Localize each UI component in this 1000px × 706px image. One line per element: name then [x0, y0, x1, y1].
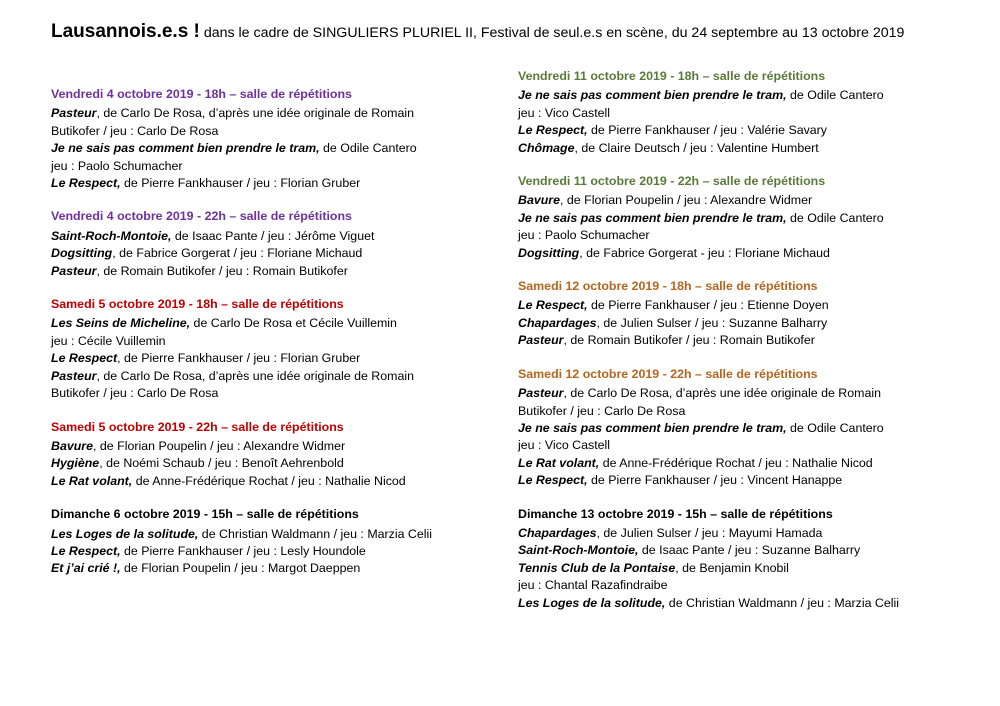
work-title: Et j’ai crié !, — [51, 561, 121, 576]
entry-credits: de Carlo De Rosa et Cécile Vuillemin — [190, 316, 397, 331]
session-heading: Samedi 12 octobre 2019 - 22h – salle de répétitions — [518, 366, 818, 381]
entry-credits: , de Carlo De Rosa, d’après une idée originale de Romain — [563, 386, 881, 401]
entry-credits-continued: Butikofer / jeu : Carlo De Rosa — [518, 403, 686, 418]
session-heading: Vendredi 4 octobre 2019 - 22h – salle de répétitions — [51, 209, 352, 224]
work-title: Dogsitting — [518, 245, 580, 260]
work-title: Je ne sais pas comment bien prendre le tram, — [518, 210, 787, 225]
entry-credits-continued: jeu : Paolo Schumacher — [518, 228, 650, 243]
session-block — [51, 296, 491, 402]
performance-entry — [51, 245, 491, 262]
entry-line — [51, 368, 491, 385]
work-title: Le Respect — [51, 351, 118, 366]
page-subtitle: dans le cadre de SINGULIERS PLURIEL II, Festival de seul.e.s en scène, du 24 septembre au 13 octobre 2019 — [199, 25, 905, 41]
performance-entry — [51, 526, 491, 543]
entry-line — [518, 332, 958, 349]
entry-line — [518, 297, 958, 314]
entry-line — [518, 315, 958, 332]
session-heading: Dimanche 6 octobre 2019 - 15h – salle de répétitions — [51, 507, 359, 522]
performance-entry — [51, 140, 491, 175]
entry-line — [51, 473, 491, 490]
performance-entry — [51, 315, 491, 350]
work-title: Le Rat volant, — [51, 473, 133, 488]
entry-line — [518, 192, 958, 209]
entry-credits: de Isaac Pante / jeu : Jérôme Viguet — [171, 228, 375, 243]
entry-line — [51, 333, 491, 350]
entry-line — [51, 175, 491, 192]
entry-credits-continued: jeu : Cécile Vuillemin — [51, 333, 166, 348]
entry-line — [518, 385, 958, 402]
entry-line — [51, 245, 491, 262]
entry-line — [518, 403, 958, 420]
performance-entry — [518, 140, 958, 157]
work-title: Le Respect, — [51, 176, 121, 191]
entry-line — [518, 210, 958, 227]
performance-entry — [51, 368, 491, 403]
session-block — [518, 366, 958, 490]
performance-entry — [518, 297, 958, 314]
entry-credits: , de Florian Poupelin / jeu : Alexandre Widmer — [93, 438, 346, 453]
work-title: Je ne sais pas comment bien prendre le tram, — [51, 141, 320, 156]
work-title: Bavure — [51, 438, 94, 453]
work-title: Pasteur — [51, 368, 97, 383]
entry-credits: de Christian Waldmann / jeu : Marzia Celii — [665, 595, 900, 610]
entry-line — [51, 158, 491, 175]
session-heading: Samedi 12 octobre 2019 - 18h – salle de répétitions — [518, 279, 818, 294]
performance-entry — [51, 350, 491, 367]
session-block — [518, 278, 958, 350]
entry-line — [51, 315, 491, 332]
work-title: Le Respect, — [51, 543, 121, 558]
performance-entry — [51, 228, 491, 245]
entry-credits: , de Julien Sulser / jeu : Suzanne Balharry — [596, 315, 828, 330]
performance-entry — [51, 263, 491, 280]
session-heading: Samedi 5 octobre 2019 - 18h – salle de répétitions — [51, 297, 344, 312]
entry-credits: de Christian Waldmann / jeu : Marzia Celii — [198, 526, 433, 541]
entry-credits: , de Noémi Schaub / jeu : Benoît Aehrenbold — [99, 456, 344, 471]
session-block — [51, 208, 491, 280]
entry-line — [518, 105, 958, 122]
performance-entry — [518, 542, 958, 559]
entry-credits-continued: jeu : Chantal Razafindraibe — [518, 578, 668, 593]
performance-entry — [51, 455, 491, 472]
performance-entry — [51, 543, 491, 560]
entry-credits: , de Florian Poupelin / jeu : Alexandre Widmer — [560, 193, 813, 208]
entry-credits: de Pierre Fankhauser / jeu : Vincent Hanappe — [587, 473, 843, 488]
entry-line — [51, 385, 491, 402]
work-title: Saint-Roch-Montoie, — [518, 543, 639, 558]
work-title: Les Seins de Micheline, — [51, 316, 191, 331]
work-title: Les Loges de la solitude, — [51, 526, 199, 541]
work-title: Je ne sais pas comment bien prendre le tram, — [518, 420, 787, 435]
entry-line — [518, 122, 958, 139]
session-block — [518, 68, 958, 157]
entry-credits: , de Romain Butikofer / jeu : Romain Butikofer — [563, 333, 815, 348]
entry-credits: de Odile Cantero — [786, 210, 884, 225]
performance-entry — [518, 210, 958, 245]
performance-entry — [518, 245, 958, 262]
work-title: Le Respect, — [518, 123, 588, 138]
entry-line — [518, 245, 958, 262]
work-title: Hygiène — [51, 456, 100, 471]
work-title: Le Rat volant, — [518, 455, 600, 470]
entry-credits: , de Claire Deutsch / jeu : Valentine Humbert — [574, 140, 819, 155]
entry-line — [51, 438, 491, 455]
work-title: Tennis Club de la Pontaise — [518, 560, 676, 575]
work-title: Pasteur — [518, 386, 564, 401]
entry-credits: de Pierre Fankhauser / jeu : Florian Gruber — [120, 176, 361, 191]
work-title: Chapardages — [518, 525, 597, 540]
entry-line — [518, 87, 958, 104]
entry-line — [51, 228, 491, 245]
session-block — [51, 419, 491, 491]
performance-entry — [518, 595, 958, 612]
entry-credits: , de Carlo De Rosa, d’après une idée originale de Romain — [96, 106, 414, 121]
session-heading: Vendredi 4 octobre 2019 - 18h – salle de répétitions — [51, 87, 352, 101]
work-title: Pasteur — [51, 106, 97, 121]
performance-entry — [518, 192, 958, 209]
schedule-column-left — [51, 86, 491, 594]
performance-entry — [518, 87, 958, 122]
schedule-column-right — [518, 68, 958, 628]
session-heading: Samedi 5 octobre 2019 - 22h – salle de répétitions — [51, 419, 344, 434]
page-title: Lausannois.e.s ! — [51, 21, 200, 42]
entry-credits: , de Pierre Fankhauser / jeu : Florian Gruber — [117, 351, 361, 366]
work-title: Bavure — [518, 193, 561, 208]
entry-line — [51, 350, 491, 367]
page-header — [51, 20, 981, 45]
entry-credits: de Odile Cantero — [786, 88, 884, 103]
entry-credits: de Odile Cantero — [319, 141, 417, 156]
session-block — [51, 86, 491, 192]
entry-credits: , de Fabrice Gorgerat - jeu : Floriane Michaud — [579, 245, 830, 260]
entry-line — [51, 455, 491, 472]
work-title: Le Respect, — [518, 473, 588, 488]
entry-line — [518, 455, 958, 472]
entry-line — [51, 263, 491, 280]
performance-entry — [51, 105, 491, 140]
entry-credits: de Anne-Frédérique Rochat / jeu : Nathalie Nicod — [132, 473, 406, 488]
entry-line — [518, 542, 958, 559]
entry-credits-continued: jeu : Vico Castell — [518, 105, 611, 120]
performance-entry — [51, 438, 491, 455]
entry-line — [518, 140, 958, 157]
work-title: Je ne sais pas comment bien prendre le tram, — [518, 88, 787, 103]
performance-entry — [518, 525, 958, 542]
entry-line — [51, 123, 491, 140]
entry-line — [51, 526, 491, 543]
performance-entry — [51, 175, 491, 192]
session-heading: Vendredi 11 octobre 2019 - 18h – salle de répétitions — [518, 69, 826, 83]
performance-entry — [518, 122, 958, 139]
performance-entry — [51, 560, 491, 577]
work-title: Chômage — [518, 140, 575, 155]
performance-entry — [518, 385, 958, 420]
entry-credits: , de Benjamin Knobil — [675, 560, 789, 575]
entry-line — [518, 525, 958, 542]
entry-credits: de Pierre Fankhauser / jeu : Etienne Doyen — [587, 298, 829, 313]
session-block — [518, 506, 958, 612]
entry-credits: de Pierre Fankhauser / jeu : Valérie Savary — [587, 123, 828, 138]
performance-entry — [518, 315, 958, 332]
entry-credits: , de Carlo De Rosa, d’après une idée originale de Romain — [96, 368, 414, 383]
session-block — [518, 173, 958, 262]
work-title: Dogsitting — [51, 246, 113, 261]
entry-line — [518, 437, 958, 454]
entry-credits-continued: Butikofer / jeu : Carlo De Rosa — [51, 386, 219, 401]
entry-credits-continued: Butikofer / jeu : Carlo De Rosa — [51, 123, 219, 138]
entry-credits: de Florian Poupelin / jeu : Margot Daeppen — [120, 561, 361, 576]
work-title: Saint-Roch-Montoie, — [51, 228, 172, 243]
entry-credits: de Odile Cantero — [786, 420, 884, 435]
session-heading: Vendredi 11 octobre 2019 - 22h – salle de répétitions — [518, 174, 826, 189]
entry-credits: de Anne-Frédérique Rochat / jeu : Nathalie Nicod — [599, 455, 873, 470]
entry-credits: , de Fabrice Gorgerat / jeu : Floriane Michaud — [112, 246, 363, 261]
performance-entry — [51, 473, 491, 490]
work-title: Pasteur — [51, 263, 97, 278]
entry-credits: de Pierre Fankhauser / jeu : Lesly Houndole — [120, 543, 366, 558]
performance-entry — [518, 332, 958, 349]
session-block — [51, 506, 491, 578]
entry-line — [51, 140, 491, 157]
entry-credits: de Isaac Pante / jeu : Suzanne Balharry — [638, 543, 861, 558]
work-title: Le Respect, — [518, 298, 588, 313]
entry-line — [51, 543, 491, 560]
work-title: Chapardages — [518, 315, 597, 330]
entry-line — [518, 472, 958, 489]
performance-entry — [518, 560, 958, 595]
work-title: Pasteur — [518, 333, 564, 348]
performance-entry — [518, 472, 958, 489]
entry-line — [51, 560, 491, 577]
entry-line — [51, 105, 491, 122]
entry-credits: , de Julien Sulser / jeu : Mayumi Hamada — [596, 525, 823, 540]
performance-entry — [518, 420, 958, 455]
entry-line — [518, 595, 958, 612]
session-heading: Dimanche 13 octobre 2019 - 15h – salle de répétitions — [518, 506, 833, 521]
entry-credits-continued: jeu : Paolo Schumacher — [51, 158, 183, 173]
entry-credits-continued: jeu : Vico Castell — [518, 438, 611, 453]
entry-credits: , de Romain Butikofer / jeu : Romain Butikofer — [96, 263, 348, 278]
entry-line — [518, 560, 958, 577]
entry-line — [518, 577, 958, 594]
entry-line — [518, 227, 958, 244]
work-title: Les Loges de la solitude, — [518, 595, 666, 610]
entry-line — [518, 420, 958, 437]
performance-entry — [518, 455, 958, 472]
